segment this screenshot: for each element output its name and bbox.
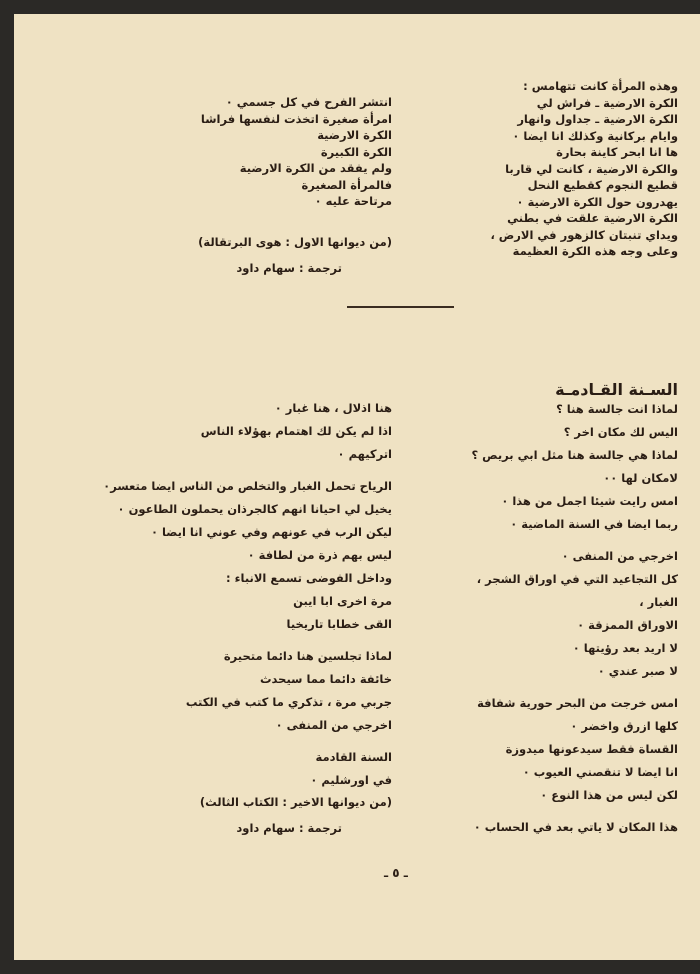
poem-line: قطيع النجوم كقطيع النحل (527, 178, 678, 192)
poem-line: وداخل الفوضى تسمع الانباء : (226, 571, 392, 585)
poem-line: لماذا انت جالسة هنا ؟ (556, 402, 678, 416)
poem2-credits (200, 789, 392, 841)
poem-line: امس رايت شيئا اجمل من هذا ٠ (501, 494, 678, 508)
poem-line: والكرة الارضية ، كانت لي قاربا (505, 161, 678, 176)
stanza (471, 398, 678, 536)
poem-line: اذا لم يكن لك اهتمام بهؤلاء الناس (200, 424, 392, 438)
poem-line: وهذه المرأة كانت تتهامس : (523, 79, 678, 93)
poem-line: مرتاحة عليه ٠ (314, 194, 392, 208)
poem-line: لا صبر عندي ٠ (597, 664, 678, 678)
poem-line: ولم يفقد من الكرة الارضية (239, 161, 392, 175)
poem-line: يخيل لي احيانا انهم كالجرذان يحملون الطاعون ٠ (117, 502, 392, 516)
poem-line: لا اريد بعد رؤيتها ٠ (572, 641, 678, 655)
poem-line: لكن ليس من هذا النوع ٠ (540, 788, 678, 802)
poem-line: خائفة دائما مما سيحدث (259, 672, 392, 686)
poem2-translator: ترجمة : سهام داود (236, 821, 342, 835)
poem-line: اخرجي من المنفى ٠ (561, 549, 678, 563)
poem-line: اخرجي من المنفى ٠ (275, 718, 392, 732)
poem2-right-column (471, 398, 678, 839)
stanza (103, 746, 392, 792)
poem-line: وعلى وجه هذه الكرة العظيمة (512, 244, 678, 258)
poem-line: جربي مرة ، تذكري ما كتب في الكتب (185, 695, 392, 709)
stanza (103, 645, 392, 737)
poem-line: هذا المكان لا ياتي بعد في الحساب ٠ (473, 820, 678, 834)
stanza (471, 816, 678, 839)
poem-line: ويداي تنبتان كالزهور في الارض ، (490, 227, 678, 242)
poem-line: ليس بهم ذرة من لطافة ٠ (247, 548, 392, 562)
poem1-credits (198, 229, 392, 281)
poem-line: امس خرجت من البحر حورية شفافة (477, 696, 678, 710)
poem-line: في اورشليم ٠ (310, 773, 392, 787)
poem-line: امرأة صغيرة اتخذت لنفسها فراشا (200, 111, 392, 126)
poem2-left-column (103, 397, 392, 792)
page (14, 14, 700, 960)
poem-line: لماذا هي جالسة هنا مثل ابي بريص ؟ (471, 448, 678, 462)
poem-line: يهدرون حول الكرة الارضية ٠ (516, 194, 678, 209)
poem-line: فالمرأة الصغيرة (301, 177, 392, 192)
stanza (103, 397, 392, 466)
page-number: ـ ٥ ـ (384, 866, 408, 880)
stanza (471, 692, 678, 807)
poem1-translator: ترجمة : سهام داود (236, 261, 342, 275)
poem-line: القساة فقط سيدعونها ميدوزة (505, 742, 678, 756)
poem-line: الاوراق الممزقة ٠ (577, 618, 678, 632)
poem-line: اليس لك مكان اخر ؟ (563, 425, 678, 439)
poem-line: كل التجاعيد التي في اوراق الشجر ، (476, 572, 678, 586)
stanza (103, 475, 392, 636)
poem2-title: السـنة القـادمـة (555, 380, 678, 399)
poem-line: الكرة الارضية ـ فراش لي (536, 95, 678, 110)
poem-line: ها انا ابحر كاينة بحارة (556, 145, 678, 159)
poem-line: انتشر الفرح في كل جسمي ٠ (225, 95, 392, 109)
section-divider (347, 306, 454, 308)
poem1-source: (من ديوانها الاول : هوى البرتقالة) (198, 235, 392, 249)
poem-line: القى خطابا تاريخيا (286, 617, 392, 631)
poem-line: الكرة الكبيرة (320, 144, 392, 159)
poem-line: ليكن الرب في عونهم وفي عوني انا ايضا ٠ (150, 525, 392, 539)
poem2-source: (من ديوانها الاخير : الكتاب الثالث) (199, 795, 392, 809)
poem-line: الرياح تحمل الغبار والتخلص من الناس ايضا متعسر٠ (103, 479, 392, 493)
poem-line: مرة اخرى ابا ايبن (293, 594, 392, 608)
poem-line: لامكان لها ٠٠ (603, 471, 678, 485)
poem1-left-column (201, 94, 392, 210)
poem-line: كلها ازرق واخضر ٠ (570, 719, 678, 733)
poem1-right-column (490, 78, 678, 260)
poem-line: الكرة الارضية علقت في بطني (507, 211, 678, 225)
poem-line: ربما ايضا في السنة الماضية ٠ (510, 517, 678, 531)
poem-line: اتركيهم ٠ (337, 447, 392, 461)
poem-line: الغبار ، (639, 595, 678, 609)
poem-line: انا ايضا لا تنقصني العيوب ٠ (522, 765, 678, 779)
poem-line: وايام بركانية وكذلك انا ايضا ٠ (512, 128, 678, 143)
poem-line: هنا اذلال ، هنا غبار ٠ (274, 401, 392, 415)
poem-line: لماذا تجلسين هنا دائما متحيرة (223, 649, 392, 663)
poem-line: الكرة الارضية ـ جداول وانهار (517, 112, 678, 126)
poem-line: السنة القادمة (315, 750, 392, 764)
stanza (471, 545, 678, 683)
poem-line: الكرة الارضية (317, 128, 392, 142)
